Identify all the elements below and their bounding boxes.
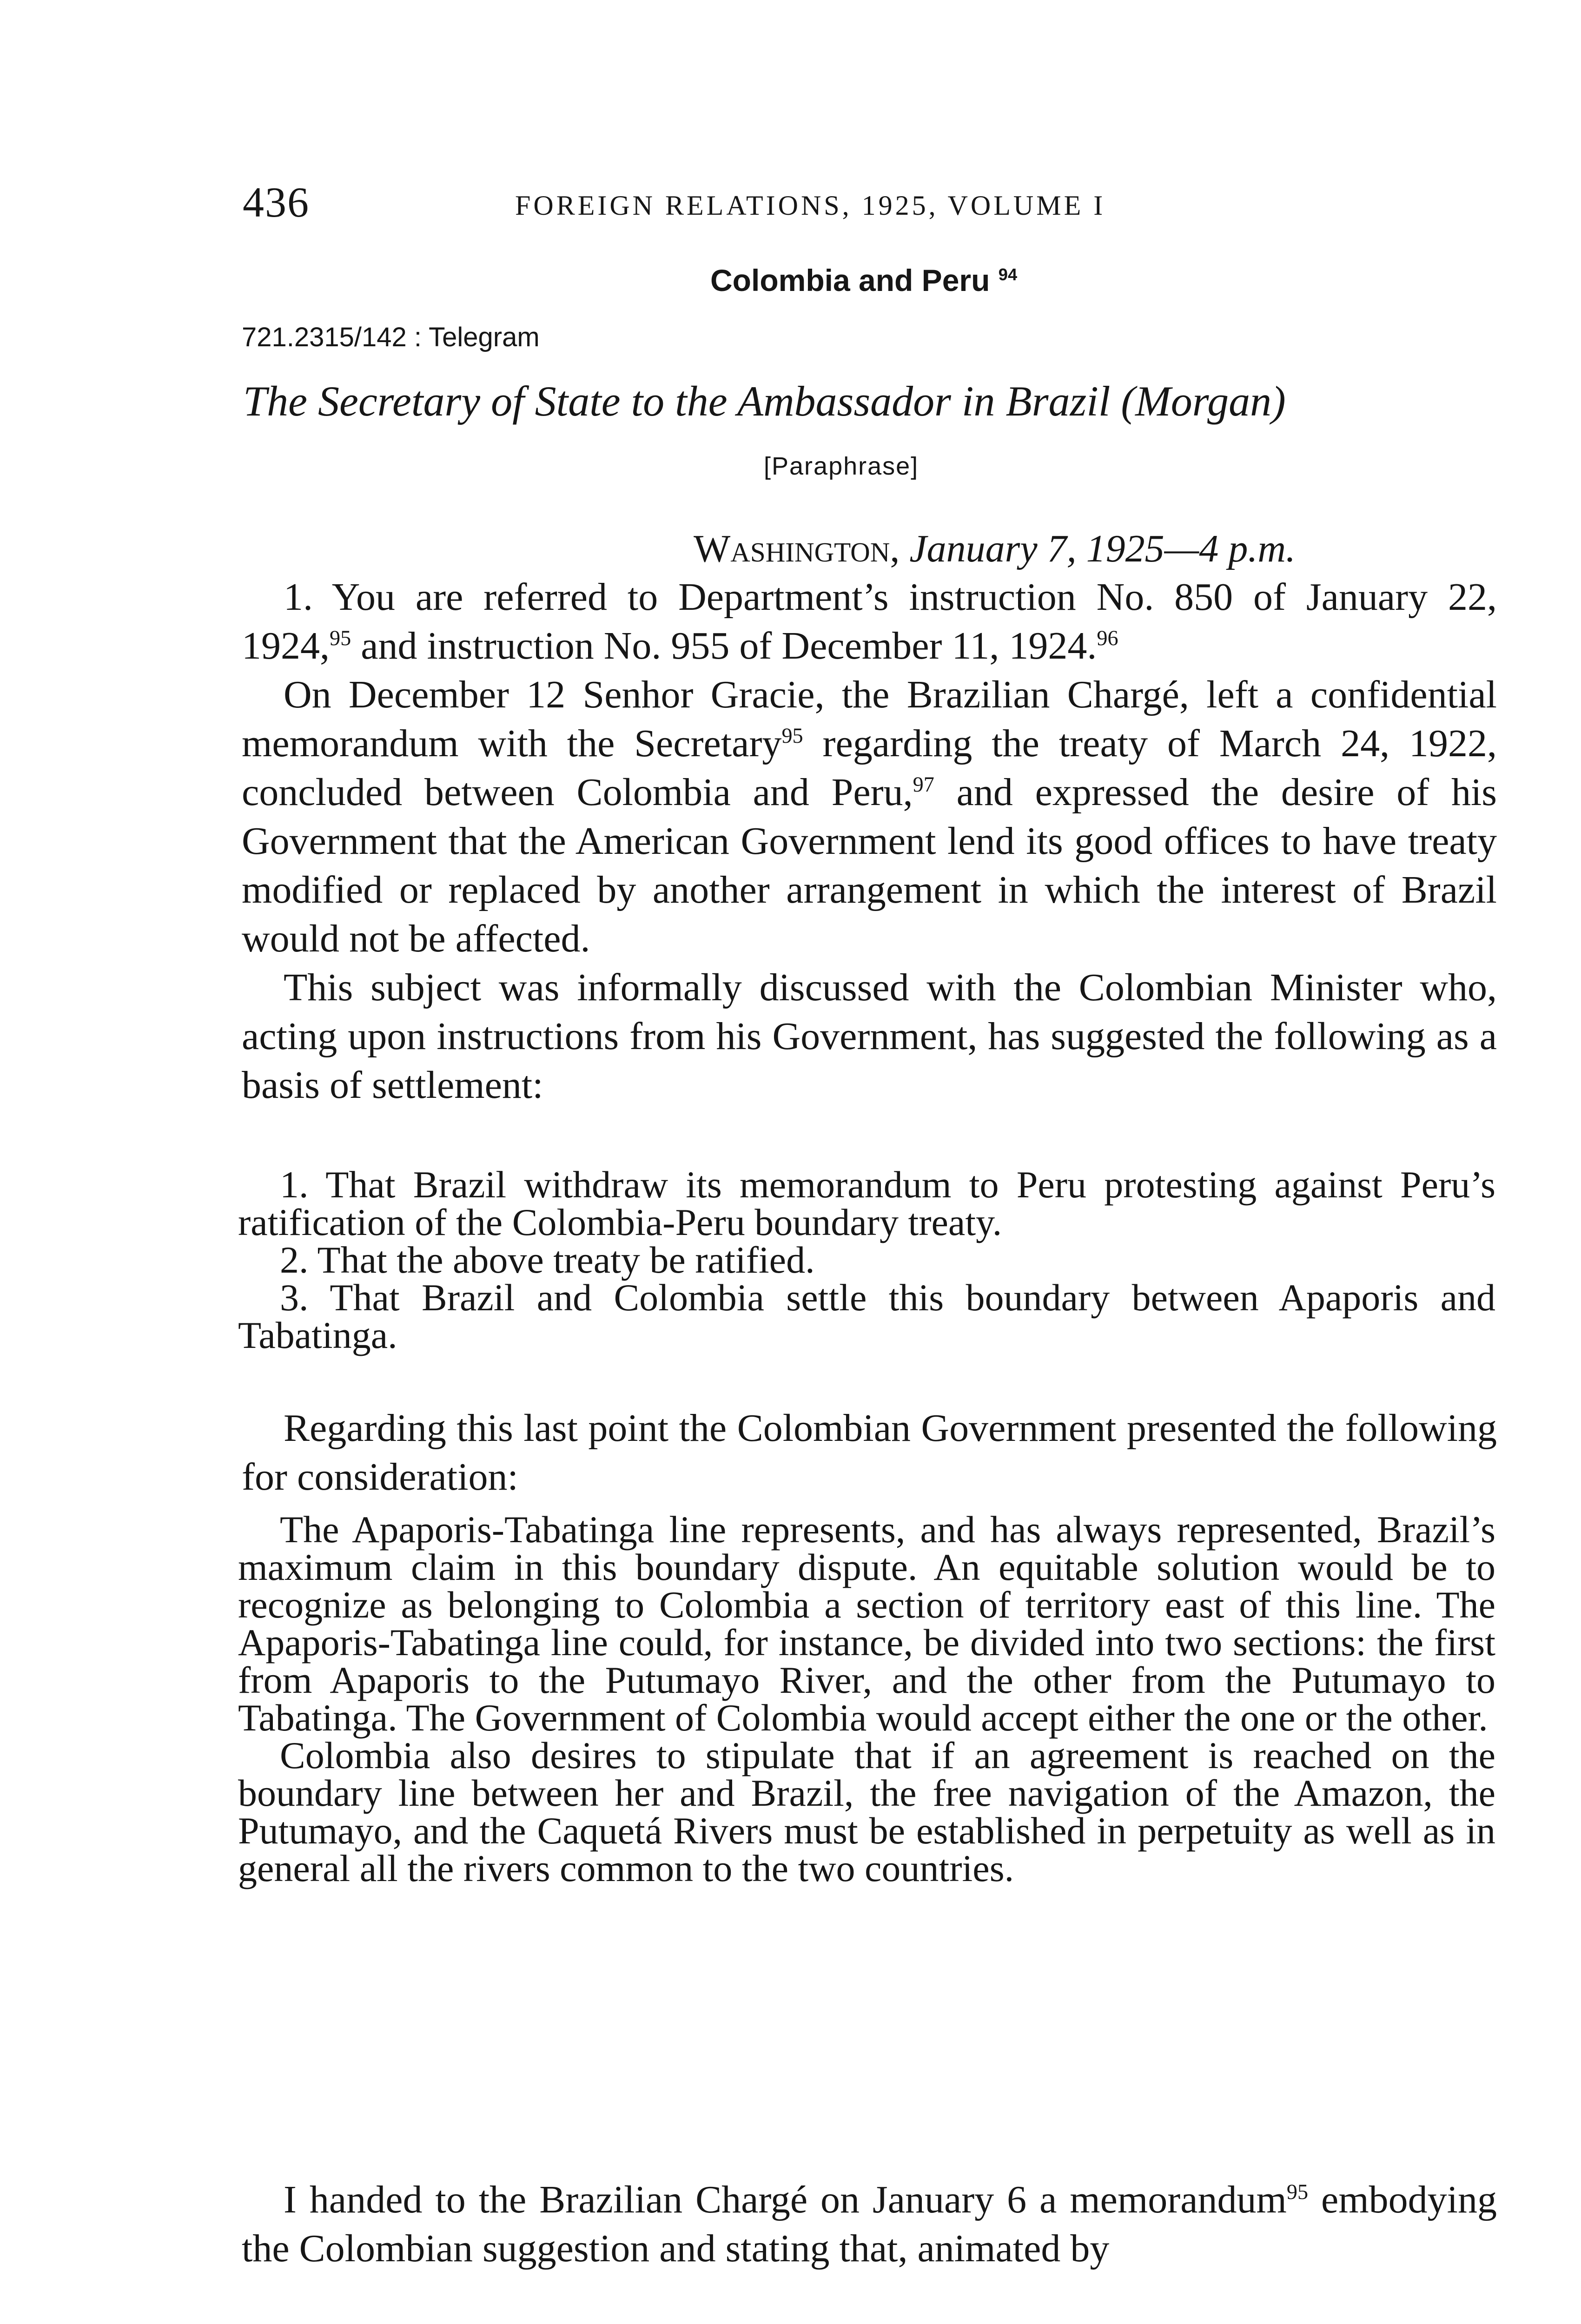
page-number: 436	[243, 178, 310, 226]
footnote-ref: 96	[1097, 626, 1118, 650]
dateline-place: Washington,	[694, 527, 900, 570]
quote-item-3: 3. That Brazil and Colombia settle this boundary between Apaporis and Tabatinga.	[238, 1276, 1495, 1356]
quote-item-2: 2. That the above treaty be ratified.	[280, 1239, 815, 1281]
quote-block-2	[238, 1508, 1495, 1889]
document-title: The Secretary of State to the Ambassador in Brazil (Morgan)	[243, 377, 1286, 425]
paragraph-4: Regarding this last point the Colombian Government presented the following for consideration:	[242, 1406, 1497, 1499]
quote-paragraph-1: The Apaporis-Tabatinga line represents, and has always represented, Brazil’s maximum claim in this boundary dispute. An equitable solution would be to recognize as belonging to Colombia a section of territory east of this line. The Apaporis-Tabatinga line could, for instance, be divided into two sections: the first from Apaporis to the Putumayo River, and the other from the Putumayo to Tabatinga. The Government of Colombia would accept either the one or the other.	[238, 1508, 1495, 1739]
dateline-date: January 7, 1925—4 p.m.	[909, 527, 1296, 570]
paragraph-text: and instruction No. 955 of December 11, 1924.	[351, 624, 1097, 667]
body-text-block-3	[242, 2175, 1497, 2273]
body-text-block-2	[242, 1404, 1497, 1501]
section-title	[710, 263, 1017, 298]
quote-block-1	[238, 1163, 1495, 1356]
paragraph-text: embodying the Colombian suggestion and stating that, animated by	[242, 2178, 1497, 2270]
paragraph-text: On December 12 Senhor Gracie, the Brazilian Chargé, left a confidential memorandum with the Secretary	[242, 673, 1497, 765]
paragraph-text: I handed to the Brazilian Chargé on January 6 a memorandum	[284, 2178, 1287, 2221]
running-head: FOREIGN RELATIONS, 1925, VOLUME I	[515, 190, 1106, 221]
footnote-ref: 97	[913, 772, 934, 796]
paragraph-3: This subject was informally discussed with the Colombian Minister who, acting upon instructions from his Government, has suggested the following as a basis of settlement:	[242, 966, 1497, 1107]
paraphrase-label: [Paraphrase]	[764, 452, 919, 480]
paragraph-2	[242, 670, 1497, 963]
footnote-ref: 95	[781, 724, 803, 747]
footnote-ref: 95	[1286, 2180, 1309, 2204]
footnote-ref: 94	[998, 265, 1018, 284]
footnote-ref: 95	[330, 626, 351, 650]
quote-paragraph-2: Colombia also desires to stipulate that if an agreement is reached on the boundary line between her and Brazil, the free navigation of the Amazon, the Putumayo, and the Caquetá Rivers must be established in perpetuity as well as in general all the rivers common to the two countries.	[238, 1734, 1495, 1889]
paragraph-text: 1. You are referred to Department’s instruction No. 850 of January 22, 1924,	[242, 575, 1497, 667]
section-title-text: Colombia and Peru	[710, 263, 990, 297]
paragraph-5	[242, 2175, 1497, 2273]
file-number: 721.2315/142 : Telegram	[242, 322, 540, 352]
paragraph-text: regarding the treaty of March 24, 1922, concluded between Colombia and Peru,	[242, 722, 1497, 814]
quote-item-1: 1. That Brazil withdraw its memorandum to Peru protesting against Peru’s ratification of the Colombia-Peru boundary treaty.	[238, 1163, 1495, 1243]
body-text-block-1	[242, 573, 1497, 1109]
paragraph-1	[242, 573, 1497, 670]
dateline	[694, 526, 1296, 571]
paragraph-text: and expressed the desire of his Government that the American Government lend its good offices to have treaty modified or replaced by another arrangement in which the interest of Brazil would not be affected.	[242, 771, 1497, 960]
